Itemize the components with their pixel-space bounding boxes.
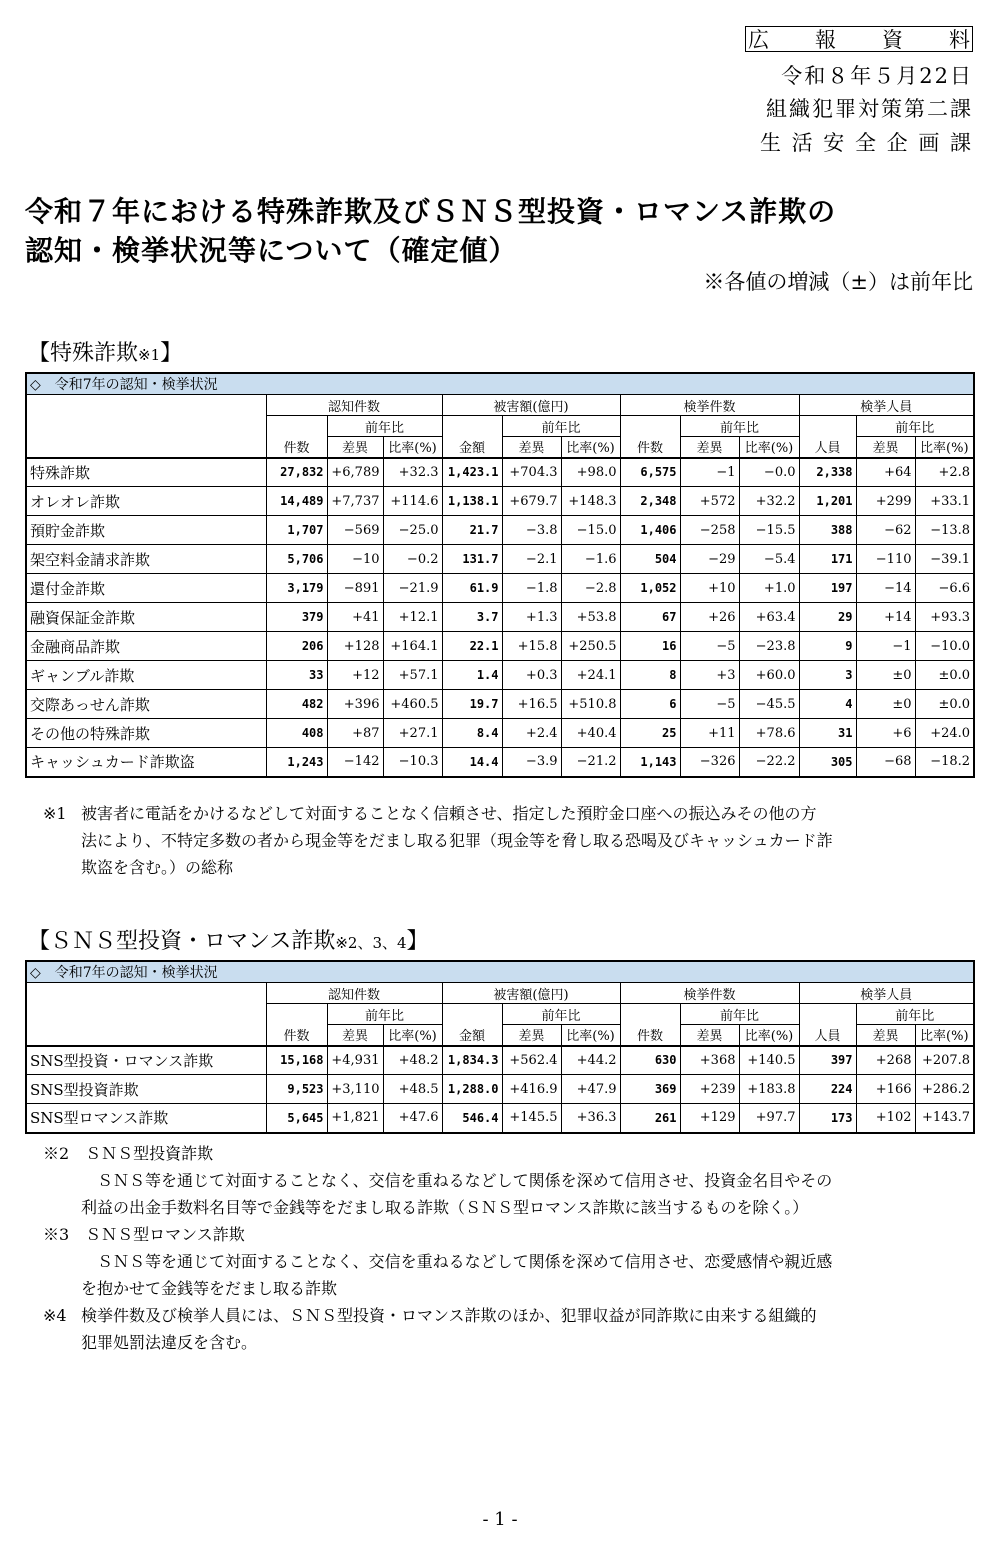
value-cell: +57.1 [383, 661, 442, 690]
row-label: オレオレ詐欺 [26, 487, 266, 516]
value-cell: −0.2 [383, 545, 442, 574]
value-cell: +368 [680, 1046, 739, 1075]
value-cell: −5 [680, 632, 739, 661]
value-cell: 19.7 [442, 690, 502, 719]
sub-header: 比率(%) [915, 437, 974, 458]
sub-header: 比率(%) [915, 1025, 974, 1046]
value-cell: 2,338 [799, 458, 856, 487]
header-blank [26, 983, 266, 1046]
sub-header: 金額 [442, 437, 502, 458]
value-cell: 21.7 [442, 516, 502, 545]
value-cell: 224 [799, 1075, 856, 1104]
value-cell: +128 [327, 632, 383, 661]
value-cell: 1,423.1 [442, 458, 502, 487]
table-caption: ◇ 令和7年の認知・検挙状況 [26, 961, 974, 983]
sub-header: 比率(%) [561, 1025, 620, 1046]
value-cell: +44.2 [561, 1046, 620, 1075]
footnote-4-line: 犯罪処罰法違反を含む。 [81, 1333, 258, 1352]
value-cell: +7,737 [327, 487, 383, 516]
value-cell: 9 [799, 632, 856, 661]
yoy-header: 前年比 [680, 1004, 799, 1025]
row-label: 還付金詐欺 [26, 574, 266, 603]
value-cell: 3 [799, 661, 856, 690]
value-cell: +140.5 [739, 1046, 799, 1075]
press-release-label [745, 26, 973, 52]
table-row [26, 719, 974, 748]
value-cell: +48.5 [383, 1075, 442, 1104]
value-cell: +10 [680, 574, 739, 603]
value-cell: +15.8 [502, 632, 561, 661]
header-blank [799, 416, 856, 437]
value-cell: 546.4 [442, 1104, 502, 1133]
yoy-header: 前年比 [680, 416, 799, 437]
value-cell: 16 [620, 632, 680, 661]
value-cell: +114.6 [383, 487, 442, 516]
table-row [26, 1104, 974, 1133]
value-cell: ±0.0 [915, 661, 974, 690]
value-cell: −326 [680, 748, 739, 777]
value-cell: −142 [327, 748, 383, 777]
value-cell: +148.3 [561, 487, 620, 516]
row-label: SNS型投資詐欺 [26, 1075, 266, 1104]
value-cell: 5,645 [266, 1104, 327, 1133]
group-header: 認知件数 [266, 983, 442, 1004]
value-cell: −68 [856, 748, 915, 777]
value-cell: +40.4 [561, 719, 620, 748]
section-1-heading: 【特殊詐欺※1】 [28, 341, 183, 366]
value-cell: +207.8 [915, 1046, 974, 1075]
value-cell: 1,707 [266, 516, 327, 545]
sub-header: 差異 [327, 1025, 383, 1046]
release-date: 令和８年５月22日 [781, 64, 973, 88]
sub-header: 比率(%) [383, 1025, 442, 1046]
group-header: 検挙人員 [799, 983, 974, 1004]
table-caption: ◇ 令和7年の認知・検挙状況 [26, 373, 974, 395]
value-cell: +2.4 [502, 719, 561, 748]
value-cell: +48.2 [383, 1046, 442, 1075]
value-cell: 1,288.0 [442, 1075, 502, 1104]
footnote-3-line: を抱かせて金銭等をだまし取る詐欺 [81, 1279, 338, 1298]
value-cell: 8 [620, 661, 680, 690]
group-header: 被害額(億円) [442, 395, 620, 416]
value-cell: −569 [327, 516, 383, 545]
value-cell: −891 [327, 574, 383, 603]
value-cell: 173 [799, 1104, 856, 1133]
group-header: 認知件数 [266, 395, 442, 416]
footnote-2-line: ＳＮＳ等を通じて対面することなく、交信を重ねるなどして関係を深めて信用させ、投資金名目やその [97, 1171, 833, 1190]
value-cell: −3.9 [502, 748, 561, 777]
sns-fraud-table [25, 960, 975, 1134]
value-cell: 261 [620, 1104, 680, 1133]
department-2: 生 活 安 全 企 画 課 [759, 131, 973, 155]
value-cell: 305 [799, 748, 856, 777]
value-cell: 388 [799, 516, 856, 545]
group-header: 検挙件数 [620, 395, 799, 416]
yoy-header: 前年比 [327, 416, 442, 437]
value-cell: +60.0 [739, 661, 799, 690]
value-cell: +3 [680, 661, 739, 690]
value-cell: 206 [266, 632, 327, 661]
title-line-2: 認知・検挙状況等について（確定値） [25, 234, 518, 267]
value-cell: −14 [856, 574, 915, 603]
value-cell: +97.7 [739, 1104, 799, 1133]
yoy-header: 前年比 [327, 1004, 442, 1025]
value-cell: 31 [799, 719, 856, 748]
header-blank [26, 395, 266, 458]
value-cell: −15.0 [561, 516, 620, 545]
value-cell: −18.2 [915, 748, 974, 777]
page-title [25, 192, 980, 270]
table-row [26, 603, 974, 632]
value-cell: 1,243 [266, 748, 327, 777]
value-cell: −2.8 [561, 574, 620, 603]
value-cell: 14.4 [442, 748, 502, 777]
sub-header: 差異 [502, 437, 561, 458]
value-cell: +1.0 [739, 574, 799, 603]
table-row [26, 632, 974, 661]
header-blank [620, 1004, 680, 1025]
value-cell: +16.5 [502, 690, 561, 719]
press-char: 資 [882, 28, 903, 52]
value-cell: −1 [856, 632, 915, 661]
sub-header: 比率(%) [739, 437, 799, 458]
value-cell: +183.8 [739, 1075, 799, 1104]
row-label: SNS型投資・ロマンス詐欺 [26, 1046, 266, 1075]
value-cell: ±0 [856, 690, 915, 719]
yoy-header: 前年比 [856, 416, 974, 437]
value-cell: −25.0 [383, 516, 442, 545]
value-cell: −1.8 [502, 574, 561, 603]
sub-header: 差異 [502, 1025, 561, 1046]
value-cell: −110 [856, 545, 915, 574]
value-cell: 6 [620, 690, 680, 719]
value-cell: 1,406 [620, 516, 680, 545]
table-row [26, 1075, 974, 1104]
value-cell: −10 [327, 545, 383, 574]
value-cell: +53.8 [561, 603, 620, 632]
value-cell: +704.3 [502, 458, 561, 487]
row-label: 特殊詐欺 [26, 458, 266, 487]
title-line-1: 令和７年における特殊詐欺及びＳＮＳ型投資・ロマンス詐欺の [25, 195, 837, 228]
value-cell: +32.3 [383, 458, 442, 487]
press-char: 広 [748, 28, 769, 52]
value-cell: 1,052 [620, 574, 680, 603]
footnote-2-heading: ※2 ＳＮＳ型投資詐欺 [43, 1144, 214, 1163]
value-cell: +129 [680, 1104, 739, 1133]
value-cell: 25 [620, 719, 680, 748]
row-label: 金融商品詐欺 [26, 632, 266, 661]
value-cell: +1.3 [502, 603, 561, 632]
value-cell: +3,110 [327, 1075, 383, 1104]
footnotes-2-4: ※2 ＳＮＳ型投資詐欺 ＳＮＳ等を通じて対面することなく、交信を重ねるなどして関係を深めて信用させ、投資金名目やその 利益の出金手数料名目等で金銭等をだまし取る詐欺（ＳＮＳ型ロマンス詐欺に該当するものを除く。） ※3 ＳＮＳ型ロマンス詐欺 ＳＮＳ等を通じて対面することなく、交信を重ねるなどして関係を深めて信用させ、恋愛感情や親近感 を抱かせて金銭等をだまし取る詐欺 ※4 検挙件数及び検挙人員には、ＳＮＳ型投資・ロマンス詐欺のほか、犯罪収益が同詐欺に由来する組織的 犯罪処罰法違反を含む。 [25, 1140, 975, 1356]
value-cell: 22.1 [442, 632, 502, 661]
value-cell: +166 [856, 1075, 915, 1104]
footnote-3-line: ＳＮＳ等を通じて対面することなく、交信を重ねるなどして関係を深めて信用させ、恋愛感情や親近感 [97, 1252, 833, 1271]
sub-header: 差異 [680, 437, 739, 458]
header-blank [620, 416, 680, 437]
value-cell: −1.6 [561, 545, 620, 574]
sub-header: 人員 [799, 1025, 856, 1046]
value-cell: 397 [799, 1046, 856, 1075]
value-cell: +239 [680, 1075, 739, 1104]
footnote-4-line: 検挙件数及び検挙人員には、ＳＮＳ型投資・ロマンス詐欺のほか、犯罪収益が同詐欺に由来する組織的 [81, 1306, 817, 1325]
value-cell: 369 [620, 1075, 680, 1104]
value-cell: +87 [327, 719, 383, 748]
value-cell: 9,523 [266, 1075, 327, 1104]
value-cell: +14 [856, 603, 915, 632]
sub-header: 比率(%) [739, 1025, 799, 1046]
value-cell: 408 [266, 719, 327, 748]
change-note: ※各値の増減（±）は前年比 [703, 270, 973, 294]
header-blank [442, 1004, 502, 1025]
sub-header: 件数 [266, 1025, 327, 1046]
value-cell: 171 [799, 545, 856, 574]
value-cell: +93.3 [915, 603, 974, 632]
value-cell: −13.8 [915, 516, 974, 545]
value-cell: −21.2 [561, 748, 620, 777]
footnote-1: ※1 被害者に電話をかけるなどして対面することなく信頼させ、指定した預貯金口座への振込みその他の方 法により、不特定多数の者から現金等をだまし取る犯罪（現金等を脅し取る恐喝及びキャッシュカード詐 欺盗を含む。）の総称 [43, 804, 833, 877]
value-cell: +6,789 [327, 458, 383, 487]
row-label: 交際あっせん詐欺 [26, 690, 266, 719]
table-row [26, 1046, 974, 1075]
value-cell: 6,575 [620, 458, 680, 487]
press-char: 料 [949, 28, 970, 52]
value-cell: +41 [327, 603, 383, 632]
value-cell: 3.7 [442, 603, 502, 632]
value-cell: 33 [266, 661, 327, 690]
value-cell: 5,706 [266, 545, 327, 574]
value-cell: +4,931 [327, 1046, 383, 1075]
table-row [26, 458, 974, 487]
row-label: 架空料金請求詐欺 [26, 545, 266, 574]
value-cell: ±0.0 [915, 690, 974, 719]
value-cell: +98.0 [561, 458, 620, 487]
value-cell: 67 [620, 603, 680, 632]
value-cell: +164.1 [383, 632, 442, 661]
value-cell: +679.7 [502, 487, 561, 516]
value-cell: +416.9 [502, 1075, 561, 1104]
section-2-heading: 【ＳＮＳ型投資・ロマンス詐欺※2、3、4】 [28, 929, 429, 954]
value-cell: +510.8 [561, 690, 620, 719]
value-cell: +24.1 [561, 661, 620, 690]
sub-header: 件数 [266, 437, 327, 458]
value-cell: 14,489 [266, 487, 327, 516]
sub-header: 件数 [620, 437, 680, 458]
value-cell: 8.4 [442, 719, 502, 748]
table-row [26, 545, 974, 574]
yoy-header: 前年比 [502, 1004, 620, 1025]
value-cell: −2.1 [502, 545, 561, 574]
value-cell: 4 [799, 690, 856, 719]
value-cell: −0.0 [739, 458, 799, 487]
value-cell: +250.5 [561, 632, 620, 661]
sub-header: 差異 [856, 437, 915, 458]
sub-header: 金額 [442, 1025, 502, 1046]
value-cell: −10.0 [915, 632, 974, 661]
value-cell: +286.2 [915, 1075, 974, 1104]
value-cell: −5 [680, 690, 739, 719]
value-cell: 1,201 [799, 487, 856, 516]
value-cell: −10.3 [383, 748, 442, 777]
header-blank [799, 1004, 856, 1025]
value-cell: 1,834.3 [442, 1046, 502, 1075]
value-cell: −5.4 [739, 545, 799, 574]
footnote-2-line: 利益の出金手数料名目等で金銭等をだまし取る詐欺（ＳＮＳ型ロマンス詐欺に該当するものを除く。） [81, 1198, 809, 1217]
value-cell: +26 [680, 603, 739, 632]
value-cell: +47.9 [561, 1075, 620, 1104]
value-cell: +47.6 [383, 1104, 442, 1133]
value-cell: −22.2 [739, 748, 799, 777]
value-cell: +11 [680, 719, 739, 748]
value-cell: −23.8 [739, 632, 799, 661]
value-cell: 29 [799, 603, 856, 632]
value-cell: −258 [680, 516, 739, 545]
value-cell: +33.1 [915, 487, 974, 516]
department-1: 組織犯罪対策第二課 [766, 97, 973, 121]
value-cell: +268 [856, 1046, 915, 1075]
value-cell: +63.4 [739, 603, 799, 632]
table-row [26, 487, 974, 516]
value-cell: +145.5 [502, 1104, 561, 1133]
group-header: 検挙人員 [799, 395, 974, 416]
value-cell: 1.4 [442, 661, 502, 690]
value-cell: 1,138.1 [442, 487, 502, 516]
row-label: 預貯金詐欺 [26, 516, 266, 545]
value-cell: +12 [327, 661, 383, 690]
header-blank [266, 1004, 327, 1025]
value-cell: 482 [266, 690, 327, 719]
value-cell: +562.4 [502, 1046, 561, 1075]
page-number: - 1 - [482, 1509, 518, 1530]
value-cell: +460.5 [383, 690, 442, 719]
sub-header: 差異 [856, 1025, 915, 1046]
value-cell: −39.1 [915, 545, 974, 574]
value-cell: +2.8 [915, 458, 974, 487]
value-cell: +143.7 [915, 1104, 974, 1133]
value-cell: +64 [856, 458, 915, 487]
value-cell: −6.6 [915, 574, 974, 603]
row-label: ギャンブル詐欺 [26, 661, 266, 690]
value-cell: 15,168 [266, 1046, 327, 1075]
row-label: その他の特殊詐欺 [26, 719, 266, 748]
table-row [26, 690, 974, 719]
value-cell: 197 [799, 574, 856, 603]
value-cell: 504 [620, 545, 680, 574]
value-cell: +24.0 [915, 719, 974, 748]
value-cell: 61.9 [442, 574, 502, 603]
group-header: 被害額(億円) [442, 983, 620, 1004]
header-blank [266, 416, 327, 437]
value-cell: 2,348 [620, 487, 680, 516]
sub-header: 差異 [327, 437, 383, 458]
value-cell: −3.8 [502, 516, 561, 545]
value-cell: +102 [856, 1104, 915, 1133]
yoy-header: 前年比 [856, 1004, 974, 1025]
value-cell: 379 [266, 603, 327, 632]
value-cell: 27,832 [266, 458, 327, 487]
table-row [26, 516, 974, 545]
sub-header: 差異 [680, 1025, 739, 1046]
value-cell: 131.7 [442, 545, 502, 574]
sub-header: 人員 [799, 437, 856, 458]
value-cell: −45.5 [739, 690, 799, 719]
row-label: SNS型ロマンス詐欺 [26, 1104, 266, 1133]
yoy-header: 前年比 [502, 416, 620, 437]
value-cell: ±0 [856, 661, 915, 690]
table-row [26, 574, 974, 603]
value-cell: −21.9 [383, 574, 442, 603]
value-cell: 1,143 [620, 748, 680, 777]
value-cell: +27.1 [383, 719, 442, 748]
row-label: キャッシュカード詐欺盗 [26, 748, 266, 777]
value-cell: +6 [856, 719, 915, 748]
value-cell: +572 [680, 487, 739, 516]
group-header: 検挙件数 [620, 983, 799, 1004]
row-label: 融資保証金詐欺 [26, 603, 266, 632]
press-char: 報 [815, 28, 836, 52]
sub-header: 比率(%) [383, 437, 442, 458]
value-cell: 630 [620, 1046, 680, 1075]
value-cell: 3,179 [266, 574, 327, 603]
special-fraud-table [25, 372, 975, 778]
value-cell: +299 [856, 487, 915, 516]
header-blank [442, 416, 502, 437]
value-cell: +0.3 [502, 661, 561, 690]
value-cell: −1 [680, 458, 739, 487]
footnote-3-heading: ※3 ＳＮＳ型ロマンス詐欺 [43, 1225, 245, 1244]
value-cell: +32.2 [739, 487, 799, 516]
value-cell: +36.3 [561, 1104, 620, 1133]
sub-header: 比率(%) [561, 437, 620, 458]
value-cell: +78.6 [739, 719, 799, 748]
value-cell: −29 [680, 545, 739, 574]
value-cell: −62 [856, 516, 915, 545]
sub-header: 件数 [620, 1025, 680, 1046]
table-row [26, 661, 974, 690]
value-cell: +1,821 [327, 1104, 383, 1133]
value-cell: +12.1 [383, 603, 442, 632]
table-row [26, 748, 974, 777]
value-cell: +396 [327, 690, 383, 719]
value-cell: −15.5 [739, 516, 799, 545]
